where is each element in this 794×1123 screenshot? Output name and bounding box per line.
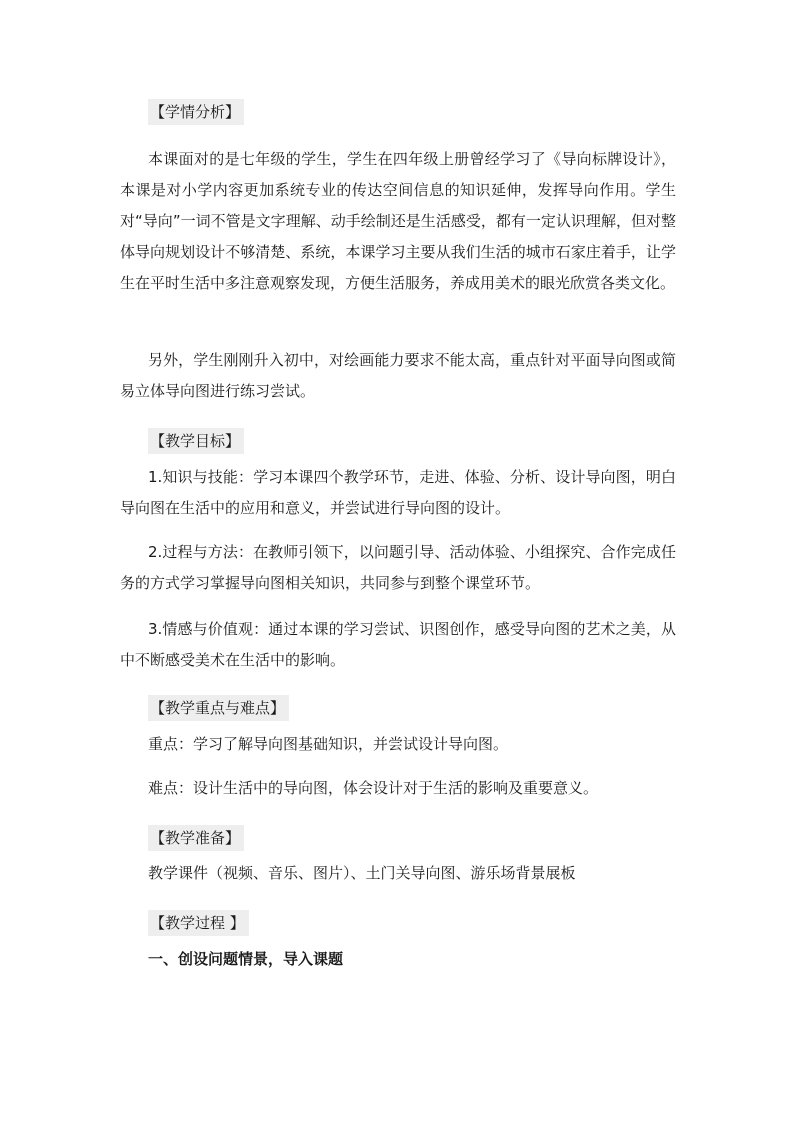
text-process-step-1: 一、创设问题情景，导入课题 bbox=[148, 950, 344, 968]
paragraph-goal-process: 2.过程与方法：在教师引领下，以问题引导、活动体验、小组探究、合作完成任务的方式学习掌握导向图相关知识，共同参与到整个课堂环节。 bbox=[120, 543, 676, 592]
paragraph-goal-emotion: 3.情感与价值观：通过本课的学习尝试、识图创作，感受导向图的艺术之美，从中不断感受美术在生活中的影响。 bbox=[120, 620, 676, 669]
heading-teaching-goals: 【教学目标】 bbox=[148, 428, 244, 454]
paragraph-student-analysis-1: 本课面对的是七年级的学生，学生在四年级上册曾经学习了《导向标牌设计》，本课是对小学内容更加系统专业的传达空间信息的知识延伸，发挥导向作用。学生对“导向”一词不管是文字理解、动手绘制还是生活感受，都有一定认识理解，但对整体导向规划设计不够清楚、系统，本课学习主要从我们生活的城市石家庄着手，让学生在平时生活中多注意观察发现，方便生活服务，养成用美术的眼光欣赏各类文化。 bbox=[120, 150, 676, 292]
text-key-point: 重点：学习了解导向图基础知识，并尝试设计导向图。 bbox=[148, 735, 509, 753]
heading-key-points: 【教学重点与难点】 bbox=[148, 695, 289, 721]
text-difficulty: 难点：设计生活中的导向图，体会设计对于生活的影响及重要意义。 bbox=[148, 779, 599, 797]
heading-preparation: 【教学准备】 bbox=[148, 825, 244, 851]
paragraph-student-analysis-2: 另外，学生刚刚升入初中，对绘画能力要求不能太高，重点针对平面导向图或简易立体导向图进行练习尝试。 bbox=[120, 351, 676, 400]
text-preparation: 教学课件（视频、音乐、图片）、土门关导向图、游乐场背景展板 bbox=[148, 864, 576, 882]
paragraph-goal-knowledge: 1.知识与技能：学习本课四个教学环节，走进、体验、分析、设计导向图，明白导向图在生活中的应用和意义，并尝试进行导向图的设计。 bbox=[120, 468, 676, 517]
heading-process: 【教学过程 】 bbox=[148, 910, 249, 936]
heading-student-analysis: 【学情分析】 bbox=[148, 99, 244, 125]
